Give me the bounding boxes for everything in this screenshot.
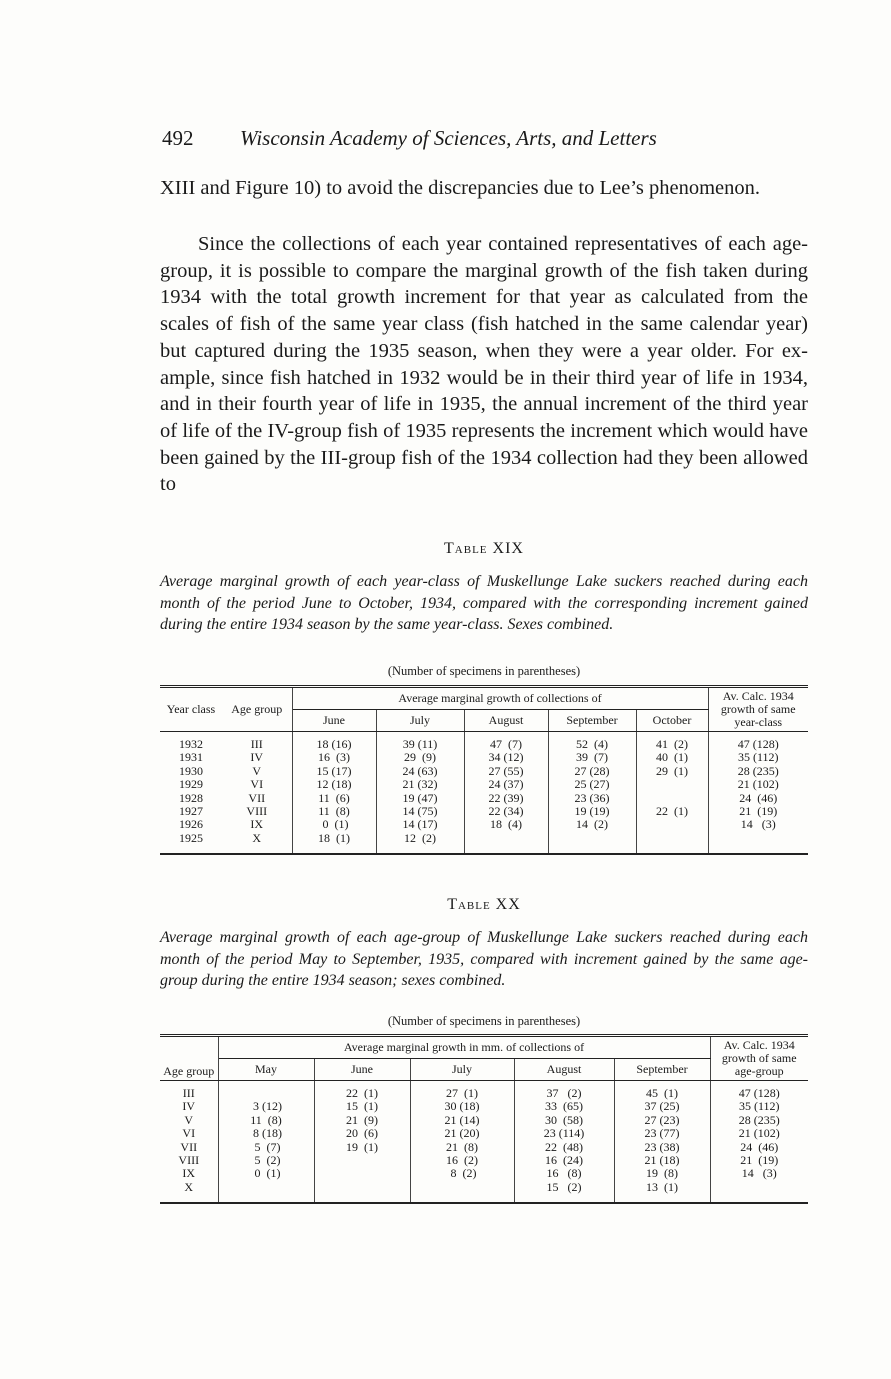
table-cell: 16 (8) — [514, 1167, 614, 1180]
table-row — [160, 751, 808, 764]
table-cell — [708, 832, 808, 854]
table-cell: 22 (1) — [656, 804, 688, 819]
table-cell: 1926 — [179, 817, 203, 832]
table-19-caption: Average marginal growth of each year-class of Muskellunge Lake suckers reached during each month of the period June to October, 1934, compared with the corresponding increment gained during the entire 1934 season by the same year-class. Sexes combined. — [160, 573, 808, 633]
table-cell: 37 (2) — [514, 1081, 614, 1101]
table-cell: IX — [160, 1167, 218, 1180]
table-cell: 33 (65) — [514, 1100, 614, 1113]
table-20 — [160, 1034, 808, 1204]
header-month: August — [464, 710, 548, 732]
table-cell: 11 (8) — [218, 1114, 314, 1127]
table-cell: 1932 — [179, 737, 203, 751]
header-month: June — [314, 1059, 410, 1081]
table-19 — [160, 685, 808, 855]
table-cell: 11 (6) — [292, 792, 376, 805]
table-cell: 13 (1) — [646, 1179, 678, 1194]
table-cell: VIII — [222, 805, 292, 818]
table-row — [160, 1127, 808, 1140]
journal-title: Wisconsin Academy of Sciences, Arts, and Letters — [240, 126, 657, 150]
table-cell — [218, 1081, 314, 1101]
table-cell: 22 (1) — [314, 1081, 410, 1101]
table-cell: 22 (39) — [464, 792, 548, 805]
table-cell: 37 (25) — [644, 1099, 680, 1114]
table-cell: 8 (18) — [218, 1127, 314, 1140]
table-cell — [548, 832, 636, 854]
table-cell: 23 (114) — [514, 1127, 614, 1140]
table-cell: 21 (102) — [710, 1127, 808, 1140]
table-cell: 19 (47) — [376, 792, 464, 805]
table-cell: 18 (16) — [292, 732, 376, 752]
table-cell: X — [160, 1181, 218, 1203]
table-row — [160, 1167, 808, 1180]
paragraph-1: XIII and Figure 10) to avoid the discrepancies due to Lee’s phenomenon. — [160, 177, 761, 199]
table-cell: 15 (2) — [514, 1181, 614, 1203]
table-cell: V — [222, 765, 292, 778]
table-cell: 5 (2) — [218, 1154, 314, 1167]
table-cell: 0 (1) — [292, 818, 376, 831]
table-row — [160, 1114, 808, 1127]
table-cell: 29 (9) — [376, 751, 464, 764]
table-19-title: Table XIX — [444, 540, 524, 557]
header-month: May — [218, 1059, 314, 1081]
table-cell: 3 (12) — [218, 1100, 314, 1113]
table-cell: 18 (1) — [292, 832, 376, 854]
header-month: June — [292, 710, 376, 732]
table-cell: 39 (7) — [548, 751, 636, 764]
table-cell: 22 (34) — [464, 805, 548, 818]
table-cell: 24 (63) — [376, 765, 464, 778]
table-cell: X — [222, 832, 292, 854]
table-cell — [218, 1181, 314, 1203]
table-cell: VII — [222, 792, 292, 805]
table-20-title: Table XX — [447, 896, 521, 913]
table-cell: 35 (112) — [708, 751, 808, 764]
table-cell: VI — [222, 778, 292, 791]
header-calc: Av. Calc. 1934 growth of same age-group — [710, 1036, 808, 1081]
table-cell: 21 (9) — [314, 1114, 410, 1127]
header-age-group: Age group — [222, 687, 292, 732]
table-cell: III — [160, 1081, 218, 1101]
table-cell: 21 (8) — [410, 1141, 514, 1154]
header-month: July — [410, 1059, 514, 1081]
table-cell: 21 (19) — [708, 805, 808, 818]
table-cell: 21 (18) — [644, 1153, 680, 1168]
table-cell: 21 (32) — [376, 778, 464, 791]
table-cell: 27 (28) — [548, 765, 636, 778]
table-row — [160, 1100, 808, 1113]
table-cell: VIII — [160, 1154, 218, 1167]
table-cell — [636, 832, 708, 854]
table-20-note: (Number of specimens in parentheses) — [387, 1014, 581, 1028]
table-cell: 27 (23) — [644, 1112, 680, 1127]
table-row — [160, 765, 808, 778]
table-row — [160, 1154, 808, 1167]
table-cell: 19 (19) — [548, 805, 636, 818]
table-cell — [710, 1181, 808, 1203]
table-cell: 29 (1) — [656, 763, 688, 778]
table-cell: 21 (20) — [410, 1127, 514, 1140]
table-cell: 8 (2) — [410, 1167, 514, 1180]
table-cell: 14 (2) — [548, 818, 636, 831]
header-month: August — [514, 1059, 614, 1081]
table-cell: 40 (1) — [656, 750, 688, 765]
table-cell: 14 (3) — [710, 1167, 808, 1180]
table-cell: 15 (1) — [314, 1100, 410, 1113]
table-cell: 30 (58) — [514, 1114, 614, 1127]
table-cell: 0 (1) — [218, 1167, 314, 1180]
table-cell: 34 (12) — [464, 751, 548, 764]
table-row — [160, 778, 808, 791]
table-cell: 14 (3) — [708, 818, 808, 831]
table-cell: 39 (11) — [376, 732, 464, 752]
table-cell: 1931 — [179, 750, 203, 765]
table-cell: IV — [222, 751, 292, 764]
table-cell: 23 (77) — [644, 1126, 680, 1141]
paragraph-2: Since the collections of each year contained representatives of each age-group, it is possible to compare the marginal growth of the fish taken during 1934 with the total growth increment for that year as calculated from the scales of fish of the same year class (fish hatched in the same calendar year) but captured during the 1935 season, when they were a year older. For example, since fish hatched in 1932 would be in their third year of life in 1934, and in their fourth year of life in 1935, the annual increment of the third year of life of the IV-group fish of 1935 represents the increment which would have been gained by the III-group fish of the 1934 collection had they been allowed to — [160, 233, 808, 496]
table-cell: 45 (1) — [646, 1086, 678, 1100]
table-cell: 19 (1) — [314, 1141, 410, 1154]
table-cell: 12 (18) — [292, 778, 376, 791]
table-cell: 52 (4) — [548, 732, 636, 752]
table-cell: 25 (27) — [548, 778, 636, 791]
table-cell: 23 (36) — [548, 792, 636, 805]
table-cell: IX — [222, 818, 292, 831]
table-row — [160, 792, 808, 805]
table-cell: 16 (24) — [514, 1154, 614, 1167]
table-cell: 47 (128) — [710, 1081, 808, 1101]
table-cell: 1928 — [179, 790, 203, 805]
table-cell: 11 (8) — [292, 805, 376, 818]
running-header — [160, 126, 808, 156]
table-cell: 21 (102) — [708, 778, 808, 791]
table-row — [160, 818, 808, 831]
table-cell: 1930 — [179, 763, 203, 778]
table-row — [160, 1181, 808, 1203]
table-cell: III — [222, 732, 292, 752]
header-calc: Av. Calc. 1934 growth of same year-class — [708, 687, 808, 732]
table-cell: 14 (17) — [376, 818, 464, 831]
header-age-group: Age group — [160, 1036, 218, 1081]
table-cell: 1925 — [179, 830, 203, 845]
header-month: October — [636, 710, 708, 732]
table-cell: IV — [160, 1100, 218, 1113]
table-cell — [636, 792, 708, 805]
table-cell — [410, 1181, 514, 1203]
table-cell: 47 (128) — [708, 732, 808, 752]
header-span: Average marginal growth in mm. of collections of — [218, 1036, 710, 1059]
table-cell: 14 (75) — [376, 805, 464, 818]
table-cell: 18 (4) — [464, 818, 548, 831]
table-cell: 5 (7) — [218, 1141, 314, 1154]
table-cell: 16 (3) — [292, 751, 376, 764]
table-cell: 27 (55) — [464, 765, 548, 778]
table-row — [160, 732, 808, 752]
table-row — [160, 805, 808, 818]
table-cell: 28 (235) — [710, 1114, 808, 1127]
table-cell: 21 (14) — [410, 1114, 514, 1127]
table-cell: 22 (48) — [514, 1141, 614, 1154]
table-cell — [314, 1181, 410, 1203]
table-cell: 28 (235) — [708, 765, 808, 778]
table-cell: 24 (46) — [708, 792, 808, 805]
table-cell: 35 (112) — [710, 1100, 808, 1113]
table-cell: 30 (18) — [410, 1100, 514, 1113]
table-cell: 1929 — [179, 777, 203, 792]
table-row — [160, 832, 808, 854]
table-cell: V — [160, 1114, 218, 1127]
header-span: Average marginal growth of collections of — [292, 687, 708, 710]
header-month: September — [548, 710, 636, 732]
table-19-note: (Number of specimens in parentheses) — [387, 664, 581, 678]
table-cell — [636, 778, 708, 791]
table-cell: 47 (7) — [464, 732, 548, 752]
table-cell: VII — [160, 1141, 218, 1154]
table-cell: 1927 — [179, 804, 203, 819]
table-cell: 12 (2) — [376, 832, 464, 854]
table-cell — [314, 1167, 410, 1180]
header-year-class: Year class — [160, 687, 222, 732]
table-cell — [314, 1154, 410, 1167]
header-month: July — [376, 710, 464, 732]
table-cell: 24 (46) — [710, 1141, 808, 1154]
table-cell: 20 (6) — [314, 1127, 410, 1140]
table-cell: 23 (38) — [644, 1139, 680, 1154]
table-cell — [464, 832, 548, 854]
table-cell: 24 (37) — [464, 778, 548, 791]
table-cell: 19 (8) — [646, 1166, 678, 1181]
table-cell: 21 (19) — [710, 1154, 808, 1167]
table-cell: 41 (2) — [656, 737, 688, 751]
table-row — [160, 1141, 808, 1154]
table-cell: 27 (1) — [410, 1081, 514, 1101]
page-number: 492 — [162, 126, 194, 150]
table-cell: 15 (17) — [292, 765, 376, 778]
table-cell: 16 (2) — [410, 1154, 514, 1167]
table-row — [160, 1081, 808, 1101]
table-cell — [636, 818, 708, 831]
header-month: September — [614, 1059, 710, 1081]
table-cell: VI — [160, 1127, 218, 1140]
table-20-caption: Average marginal growth of each age-group of Muskellunge Lake suckers reached during each month of the period May to September, 1935, compared with increment gained by the same age-group during the entire 1934 season; sexes combined. — [160, 929, 808, 989]
